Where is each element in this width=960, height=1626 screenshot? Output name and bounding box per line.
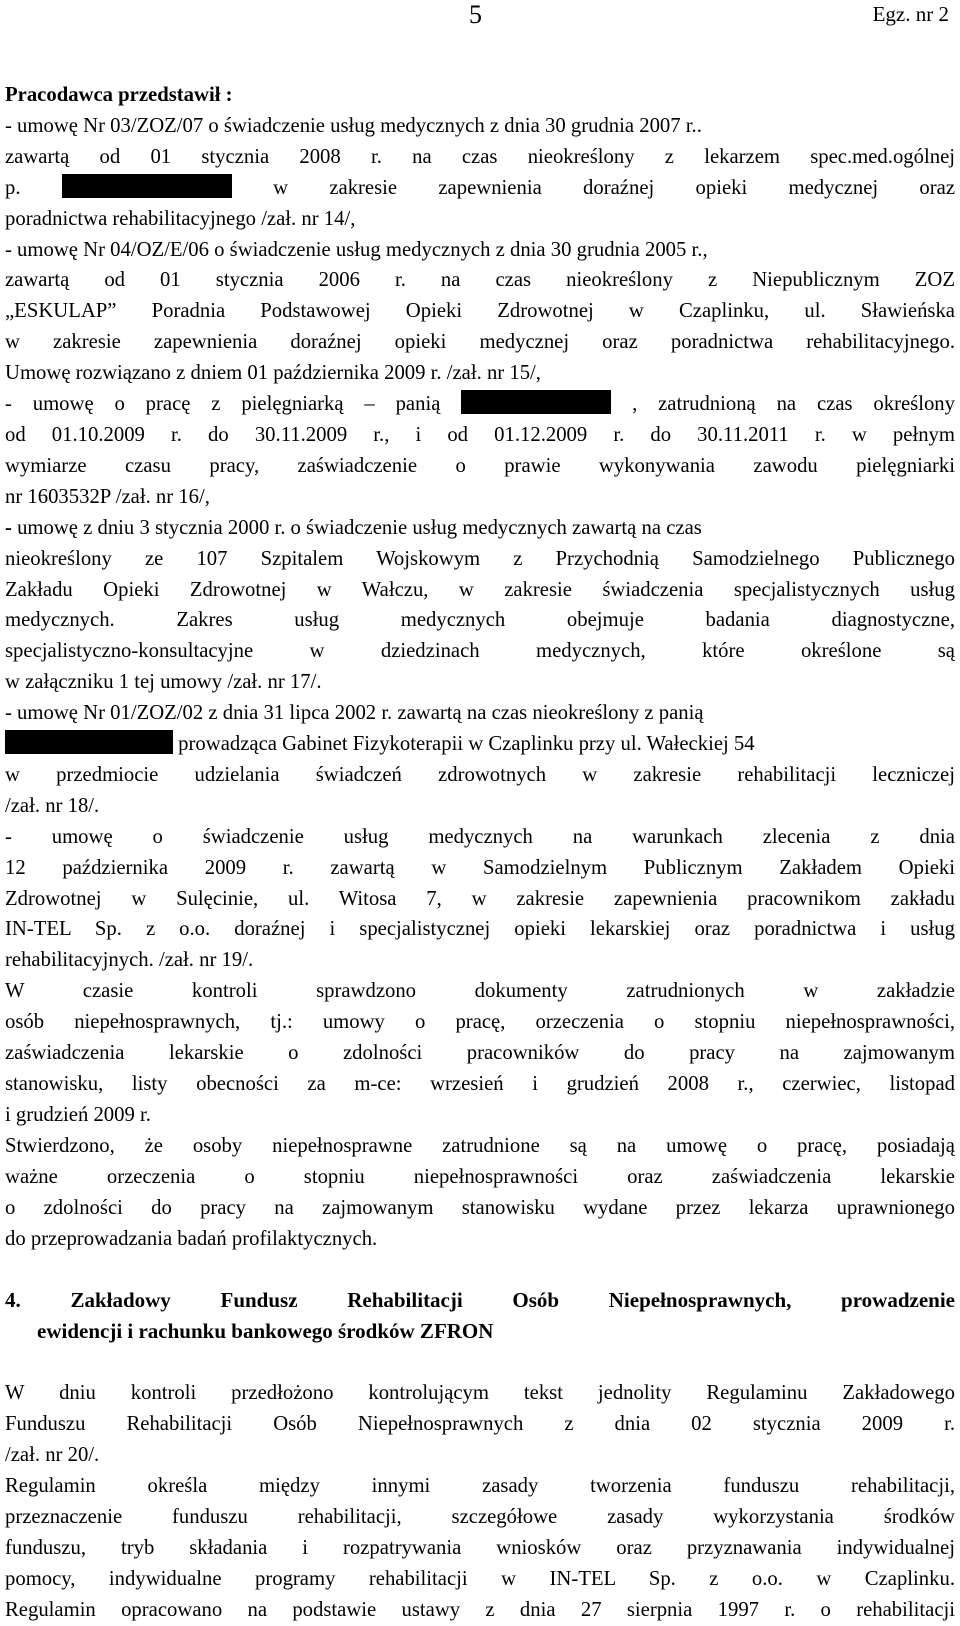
- text-line: [5, 389, 955, 420]
- section-intro-title: Pracodawca przedstawił :: [5, 84, 233, 106]
- text-line: „ESKULAP” Poradnia Podstawowej Opieki Zdrowotnej w Czaplinku, ul. Sławieńska: [5, 300, 955, 323]
- spacer: [5, 1254, 955, 1285]
- text-line: zawartą od 01 stycznia 2008 r. na czas nieokreślony z lekarzem spec.med.ogólnej: [5, 145, 955, 168]
- section-4-heading-cont: [5, 1316, 955, 1347]
- text-line: w przedmiocie udzielania świadczeń zdrowotnych w zakresie rehabilitacji leczniczej: [5, 763, 955, 786]
- text-line: [5, 173, 955, 204]
- text-line: Regulamin określa między innymi zasady tworzenia funduszu rehabilitacji,: [5, 1474, 955, 1497]
- redaction-box: [62, 174, 232, 198]
- text-line: IN-TEL Sp. z o.o. doraźnej i specjalistycznej opieki lekarskiej oraz poradnictwa i usług: [5, 918, 955, 941]
- text-line: pomocy, indywidualne programy rehabilitacji w IN-TEL Sp. z o.o. w Czaplinku.: [5, 1567, 955, 1590]
- section-4-heading: 4. Zakładowy Fundusz Rehabilitacji Osób Niepełnosprawnych, prowadzenie: [5, 1288, 955, 1313]
- redaction-box: [5, 730, 173, 754]
- text-line: Zdrowotnej w Sulęcinie, ul. Witosa 7, w zakresie zapewnienia pracownikom zakładu: [5, 887, 955, 910]
- text-line: przeznaczenie funduszu rehabilitacji, szczegółowe zasady wykorzystania środków: [5, 1505, 955, 1528]
- text-line: Stwierdzono, że osoby niepełnosprawne zatrudnione są na umowę o pracę, posiadają: [5, 1134, 955, 1157]
- text-line: [5, 513, 955, 544]
- heading-fragment: ewidencji i rachunku bankowego środków ZFRON: [37, 1319, 494, 1344]
- text-line: Funduszu Rehabilitacji Osób Niepełnosprawnych z dnia 02 stycznia 2009 r.: [5, 1413, 955, 1436]
- text-line: Umowę rozwiązano z dniem 01 października 2009 r. /zał. nr 15/,: [5, 362, 541, 385]
- document-body: [5, 80, 955, 1626]
- text-fragment: - umowę o pracę z pielęgniarką – panią: [5, 393, 441, 416]
- text-line: o zdolności do pracy na zajmowanym stanowisku wydane przez lekarza uprawnionego: [5, 1196, 955, 1219]
- text-line: W dniu kontroli przedłożono kontrolującym tekst jednolity Regulaminu Zakładowego: [5, 1382, 955, 1405]
- text-line: nieokreślony ze 107 Szpitalem Wojskowym z Przychodnią Samodzielnego Publicznego: [5, 547, 955, 570]
- text-fragment: w zakresie zapewnienia doraźnej opieki medycznej oraz: [273, 176, 956, 199]
- text-line: w załączniku 1 tej umowy /zał. nr 17/.: [5, 671, 322, 694]
- text-fragment: p.: [5, 176, 21, 199]
- text-line: i grudzień 2009 r.: [5, 1103, 151, 1126]
- redaction-box: [461, 390, 611, 414]
- text-line: w zakresie zapewnienia doraźnej opieki medycznej oraz poradnictwa rehabilitacyjnego.: [5, 331, 955, 354]
- text-line: funduszu, tryb składania i rozpatrywania wniosków oraz przyznawania indywidualnej: [5, 1536, 955, 1559]
- text-fragment: prowadząca Gabinet Fizykoterapii w Czaplinku przy ul. Wałeckiej 54: [178, 733, 755, 756]
- text-fragment: -: [5, 516, 18, 539]
- page-number: 5: [469, 0, 482, 29]
- copy-label: Egz. nr 2: [872, 2, 949, 26]
- text-line: stanowisku, listy obecności za m-ce: wrzesień i grudzień 2008 r., czerwiec, listopad: [5, 1073, 955, 1095]
- text-line: 12 października 2009 r. zawartą w Samodzielnym Publicznym Zakładem Opieki: [5, 856, 955, 879]
- text-line: do przeprowadzania badań profilaktycznych.: [5, 1227, 378, 1250]
- text-line: - umowę Nr 03/ZOZ/07 o świadczenie usług medycznych z dnia 30 grudnia 2007 r..: [5, 114, 702, 137]
- text-fragment: , zatrudnioną na czas określony: [632, 393, 955, 416]
- text-line: wymiarze czasu pracy, zaświadczenie o prawie wykonywania zawodu pielęgniarki: [5, 454, 955, 477]
- text-line: - umowę Nr 01/ZOZ/02 z dnia 31 lipca 2002 r. zawartą na czas nieokreślony z panią: [5, 702, 704, 725]
- text-line: osób niepełnosprawnych, tj.: umowy o pracę, orzeczenia o stopniu niepełnosprawności,: [5, 1011, 955, 1034]
- text-line: ważne orzeczenia o stopniu niepełnosprawności oraz zaświadczenia lekarskie: [5, 1165, 955, 1188]
- text-line: nr 1603532P /zał. nr 16/,: [5, 485, 210, 508]
- text-line: Zakładu Opieki Zdrowotnej w Wałczu, w zakresie świadczenia specjalistycznych usług: [5, 578, 955, 601]
- text-line: zawartą od 01 stycznia 2006 r. na czas nieokreślony z Niepublicznym ZOZ: [5, 269, 955, 292]
- spacer: [5, 1347, 955, 1378]
- text-line: od 01.10.2009 r. do 30.11.2009 r., i od 01.12.2009 r. do 30.11.2011 r. w pełnym: [5, 423, 955, 446]
- text-fragment: umowę z dniu 3 stycznia 2000 r. o świadczenie usług medycznych zawartą na czas: [17, 516, 702, 539]
- text-line: - umowę Nr 04/OZ/E/06 o świadczenie usług medycznych z dnia 30 grudnia 2005 r.,: [5, 238, 708, 261]
- text-line: /zał. nr 18/.: [5, 794, 100, 817]
- text-line: W czasie kontroli sprawdzono dokumenty zatrudnionych w zakładzie: [5, 980, 955, 1003]
- text-line: [5, 729, 955, 760]
- text-line: specjalistyczno-konsultacyjne w dziedzinach medycznych, które określone są: [5, 640, 955, 663]
- text-line: rehabilitacyjnych. /zał. nr 19/.: [5, 949, 254, 972]
- text-line: Regulamin opracowano na podstawie ustawy z dnia 27 sierpnia 1997 r. o rehabilitacji: [5, 1598, 955, 1621]
- text-line: poradnictwa rehabilitacyjnego /zał. nr 14/,: [5, 207, 356, 230]
- text-line: /zał. nr 20/.: [5, 1444, 100, 1467]
- text-line: medycznych. Zakres usług medycznych obejmuje badania diagnostyczne,: [5, 609, 955, 632]
- text-line: - umowę o świadczenie usług medycznych na warunkach zlecenia z dnia: [5, 825, 955, 848]
- text-line: zaświadczenia lekarskie o zdolności pracowników do pracy na zajmowanym: [5, 1042, 955, 1065]
